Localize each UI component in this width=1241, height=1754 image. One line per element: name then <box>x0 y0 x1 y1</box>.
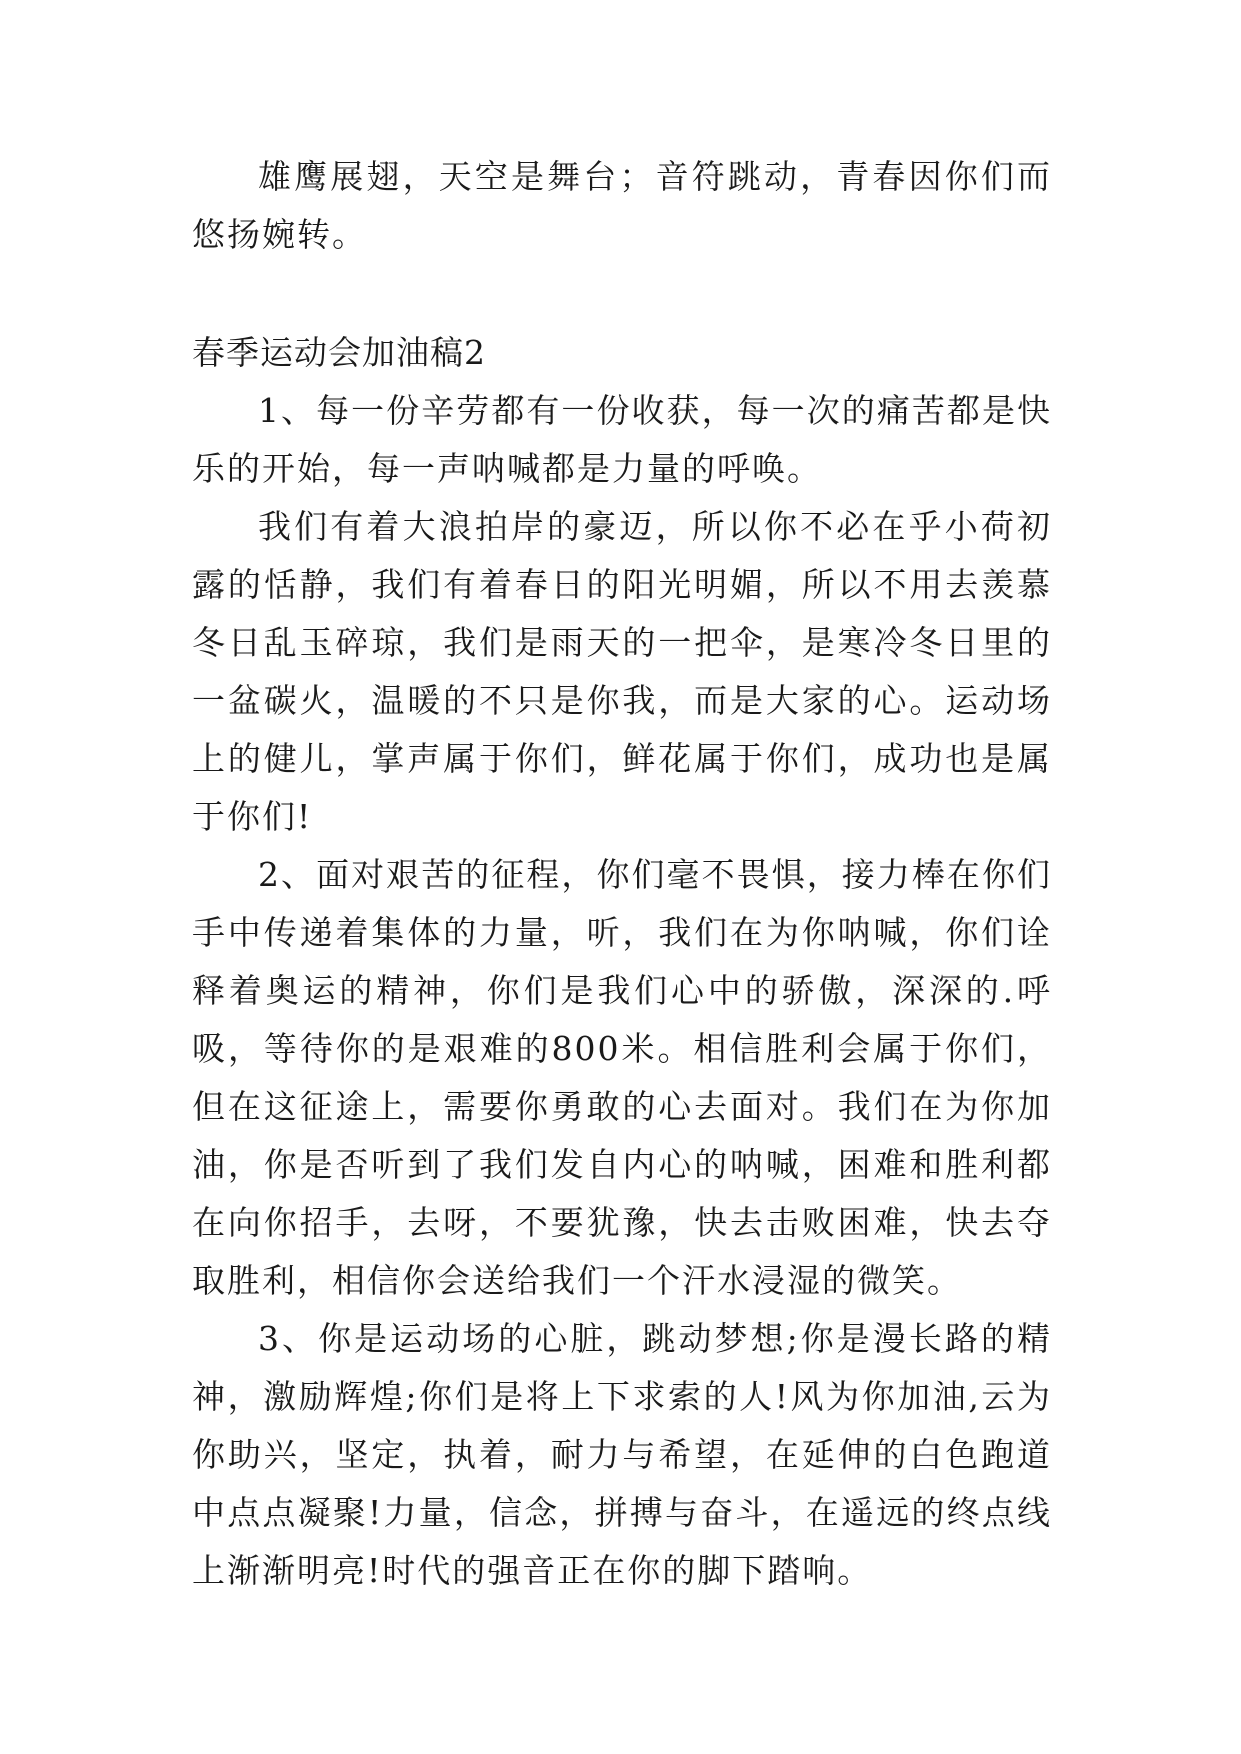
paragraph-2: 我们有着大浪拍岸的豪迈，所以你不必在乎小荷初露的恬静，我们有着春日的阳光明媚，所以不用去羡慕冬日乱玉碎琼，我们是雨天的一把伞，是寒冷冬日里的一盆碳火，温暖的不只是你我，而是大家的心。运动场上的健儿，掌声属于你们，鲜花属于你们，成功也是属于你们! <box>192 507 1052 836</box>
paragraph-1: 1、每一份辛劳都有一份收获，每一次的痛苦都是快乐的开始，每一声呐喊都是力量的呼唤。 <box>192 391 1052 488</box>
section-title: 春季运动会加油稿2 <box>192 333 486 372</box>
paragraph-4: 3、你是运动场的心脏，跳动梦想;你是漫长路的精神，激励辉煌;你们是将上下求索的人!风为你加油,云为你助兴，坚定，执着，耐力与希望，在延伸的白色跑道中点点凝聚!力量，信念，拼搏与奋斗，在遥远的终点线上渐渐明亮!时代的强音正在你的脚下踏响。 <box>192 1319 1052 1590</box>
paragraph-3: 2、面对艰苦的征程，你们毫不畏惧，接力棒在你们手中传递着集体的力量，听，我们在为你呐喊，你们诠释着奥运的精神，你们是我们心中的骄傲，深深的.呼吸，等待你的是艰难的800米。相信胜利会属于你们，但在这征途上，需要你勇敢的心去面对。我们在为你加油，你是否听到了我们发自内心的呐喊，困难和胜利都在向你招手，去呀，不要犹豫，快去击败困难，快去夺取胜利，相信你会送给我们一个汗水浸湿的微笑。 <box>192 855 1052 1300</box>
document-body <box>192 148 1052 1600</box>
intro-paragraph: 雄鹰展翅，天空是舞台；音符跳动，青春因你们而悠扬婉转。 <box>192 157 1052 254</box>
section-spacer <box>192 264 1052 324</box>
